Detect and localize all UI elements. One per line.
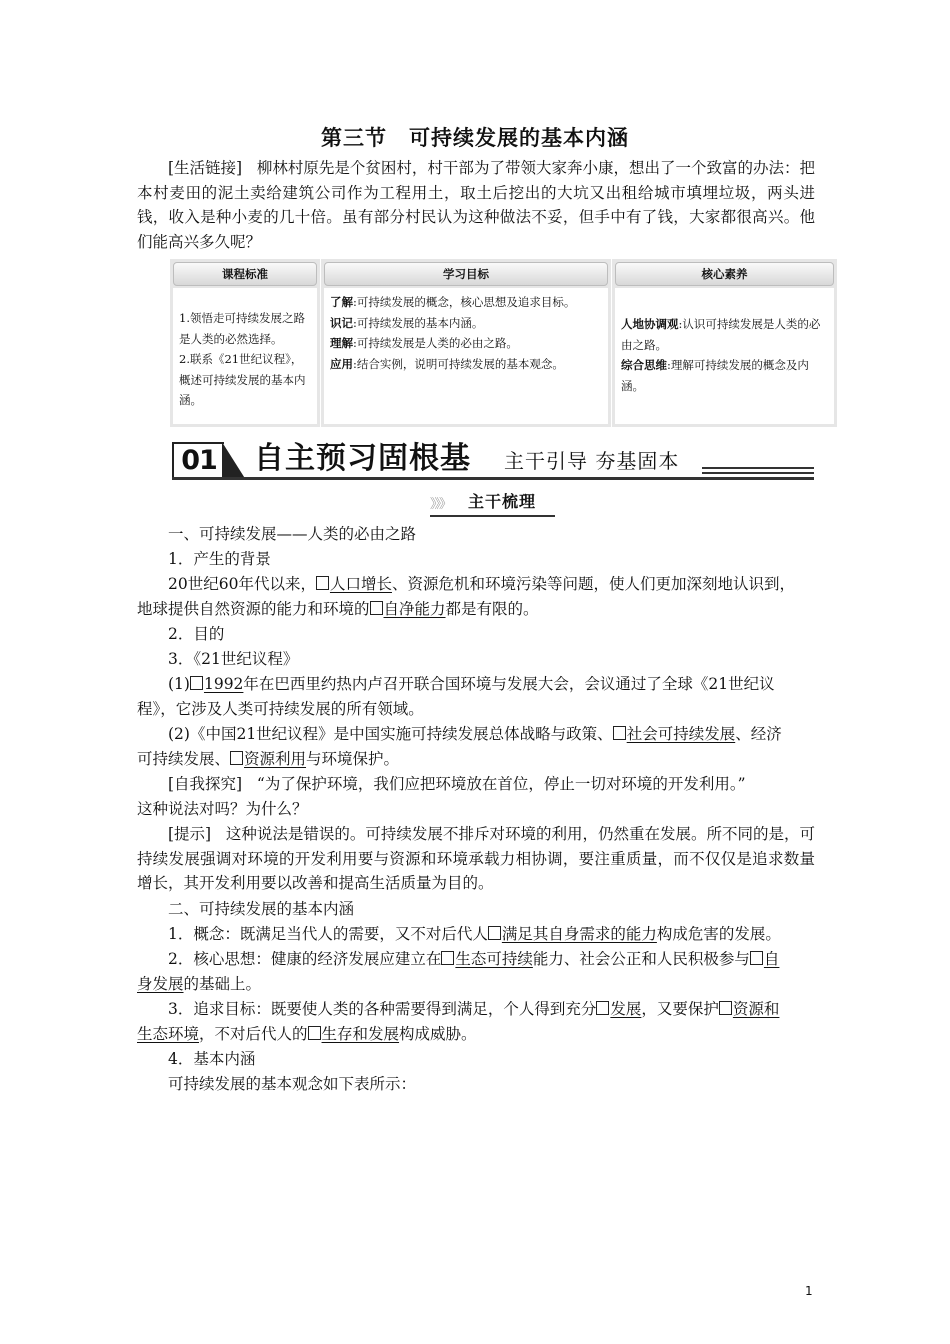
blank-box-icon (316, 576, 329, 590)
document-page: 第三节 可持续发展的基本内涵 [生活链接] 柳林村原先是个贫困村，村干部为了带领大家奔小康，想出了一个致富的办法：把本村麦田的泥土卖给建筑公司作为工程用土，取土后挖出的大坑又出租给城市填埋垃圾，两头进钱，收入是种小麦的几十倍。虽有部分村民认为这种做法不妥，但手中有了钱，大家都很高兴。他们能高兴多久呢？ 课程标准 1.领悟走可持续发展之路是人类的必然选择。 2.联系《21世纪议程》，概述可持续发展的基本内涵。 学习目标 了解:可持续发展的概念，核心思想及追求目标。 识记:可持续发展的基本内涵。 理解:可持续发展是人类的必由之路。 应用:结合实例，说明可持续发展的基本观念。 核心素养 人地协调观:认识可持续发展是人类的必由之路。 综合思维:理解可持续发展的概念及内涵。 01 自主预习固根基 主干引导 夯基固本 》》》 主干梳理 一、可持续发展——人类的必由之路 1．产生的背景 20世纪60年代以来， 人口增长、资源危机和环境污染等问题，使人们更加深刻地认识到， 地球提供自然资源的能力和环境的 自净能力都是有限的。 2．目的 3．《21世纪议程》 (1) 1992年在巴西里约热内卢召开联合国环境与发展大会，会议通过了全球《21世纪议 程》，它涉及人类可持续发展的所有领域。 (2)《中国21世纪议程》是中国实施可持续发展总体战略与政策、 社会可持续发展、经济 可持续发展、 资源利用与环境保护。 [自我探究] “为了保护环境，我们应把环境放在首位，停止一切对环境的开发利用。” 这种说法对吗？为什么？ [提示] 这种说法是错误的。可持续发展不排斥对环境的利用，仍然重在发展。所不同的是，可持续发展强调对环境的开发利用要与资源和环境承载力相协调，要注重质量，而不仅仅是追求数量增长，其开发利用要以改善和提高生活质量为目的。 二、可持续发展的基本内涵 1．概念：既满足当代人的需要，又不对后代人 满足其自身需求的能力构成危害的发展。 2．核心思想：健康的经济发展应建立在 生态可持续能力、社会公正和人民积极参与 自 身发展的基础上。 3．追求目标：既要使人类的各种需要得到满足，个人得到充分 发展，又要保护 资源和 生态环境，不对后代人的 生存和发展构成威胁。 4．基本内涵 可持续发展的基本观念如下表所示： 1 (0, 0, 950, 1344)
page-title: 第三节 可持续发展的基本内涵 (321, 126, 629, 150)
standards-table (170, 259, 837, 427)
blank-box-icon (488, 926, 501, 940)
blank-box-icon (596, 1001, 609, 1015)
page-number: 1 (805, 1284, 813, 1298)
blank-box-icon (613, 726, 626, 740)
banner-triangle (222, 442, 246, 480)
heading-1: 一、可持续发展——人类的必由之路 (168, 525, 417, 543)
core-literacy-column: 核心素养 人地协调观:认识可持续发展是人类的必由之路。 综合思维:理解可持续发展的概念及内涵。 (612, 259, 837, 427)
blank-box-icon (370, 601, 383, 615)
blank-box-icon (308, 1026, 321, 1040)
blank-box-icon (441, 951, 454, 965)
hint-paragraph: [提示] 这种说法是错误的。可持续发展不排斥对环境的利用，仍然重在发展。所不同的是，可持续发展强调对环境的开发利用要与资源和环境承载力相协调，要注重质量，而不仅仅是追求数量增长，其开发利用要以改善和提高生活质量为目的。 (137, 825, 815, 892)
section-number: 01 (172, 442, 224, 480)
course-standards-column: 课程标准 1.领悟走可持续发展之路是人类的必然选择。 2.联系《21世纪议程》，概述可持续发展的基本内涵。 (170, 259, 320, 427)
blank-box-icon (230, 751, 243, 765)
blank-box-icon (190, 676, 203, 690)
heading-2: 二、可持续发展的基本内涵 (168, 900, 355, 918)
subsection-heading: 》》》 主干梳理 (430, 491, 555, 517)
chevron-icon: 》》》 (430, 497, 451, 512)
section-banner (172, 439, 814, 481)
section-subtitle: 主干引导 夯基固本 (504, 449, 680, 473)
section-title: 自主预习固根基 (254, 441, 471, 476)
life-link-paragraph: [生活链接] 柳林村原先是个贫困村，村干部为了带领大家奔小康，想出了一个致富的办法：把本村麦田的泥土卖给建筑公司作为工程用土，取土后挖出的大坑又出租给城市填埋垃圾，两头进钱，收入是种小麦的几十倍。虽有部分村民认为这种做法不妥，但手中有了钱，大家都很高兴。他们能高兴多久呢？ (137, 159, 815, 251)
learning-goals-column: 学习目标 了解:可持续发展的概念，核心思想及追求目标。 识记:可持续发展的基本内涵。 理解:可持续发展是人类的必由之路。 应用:结合实例，说明可持续发展的基本观念。 (321, 259, 611, 427)
blank-box-icon (750, 951, 763, 965)
life-link-tag: [生活链接] (168, 159, 243, 177)
blank-box-icon (719, 1001, 732, 1015)
